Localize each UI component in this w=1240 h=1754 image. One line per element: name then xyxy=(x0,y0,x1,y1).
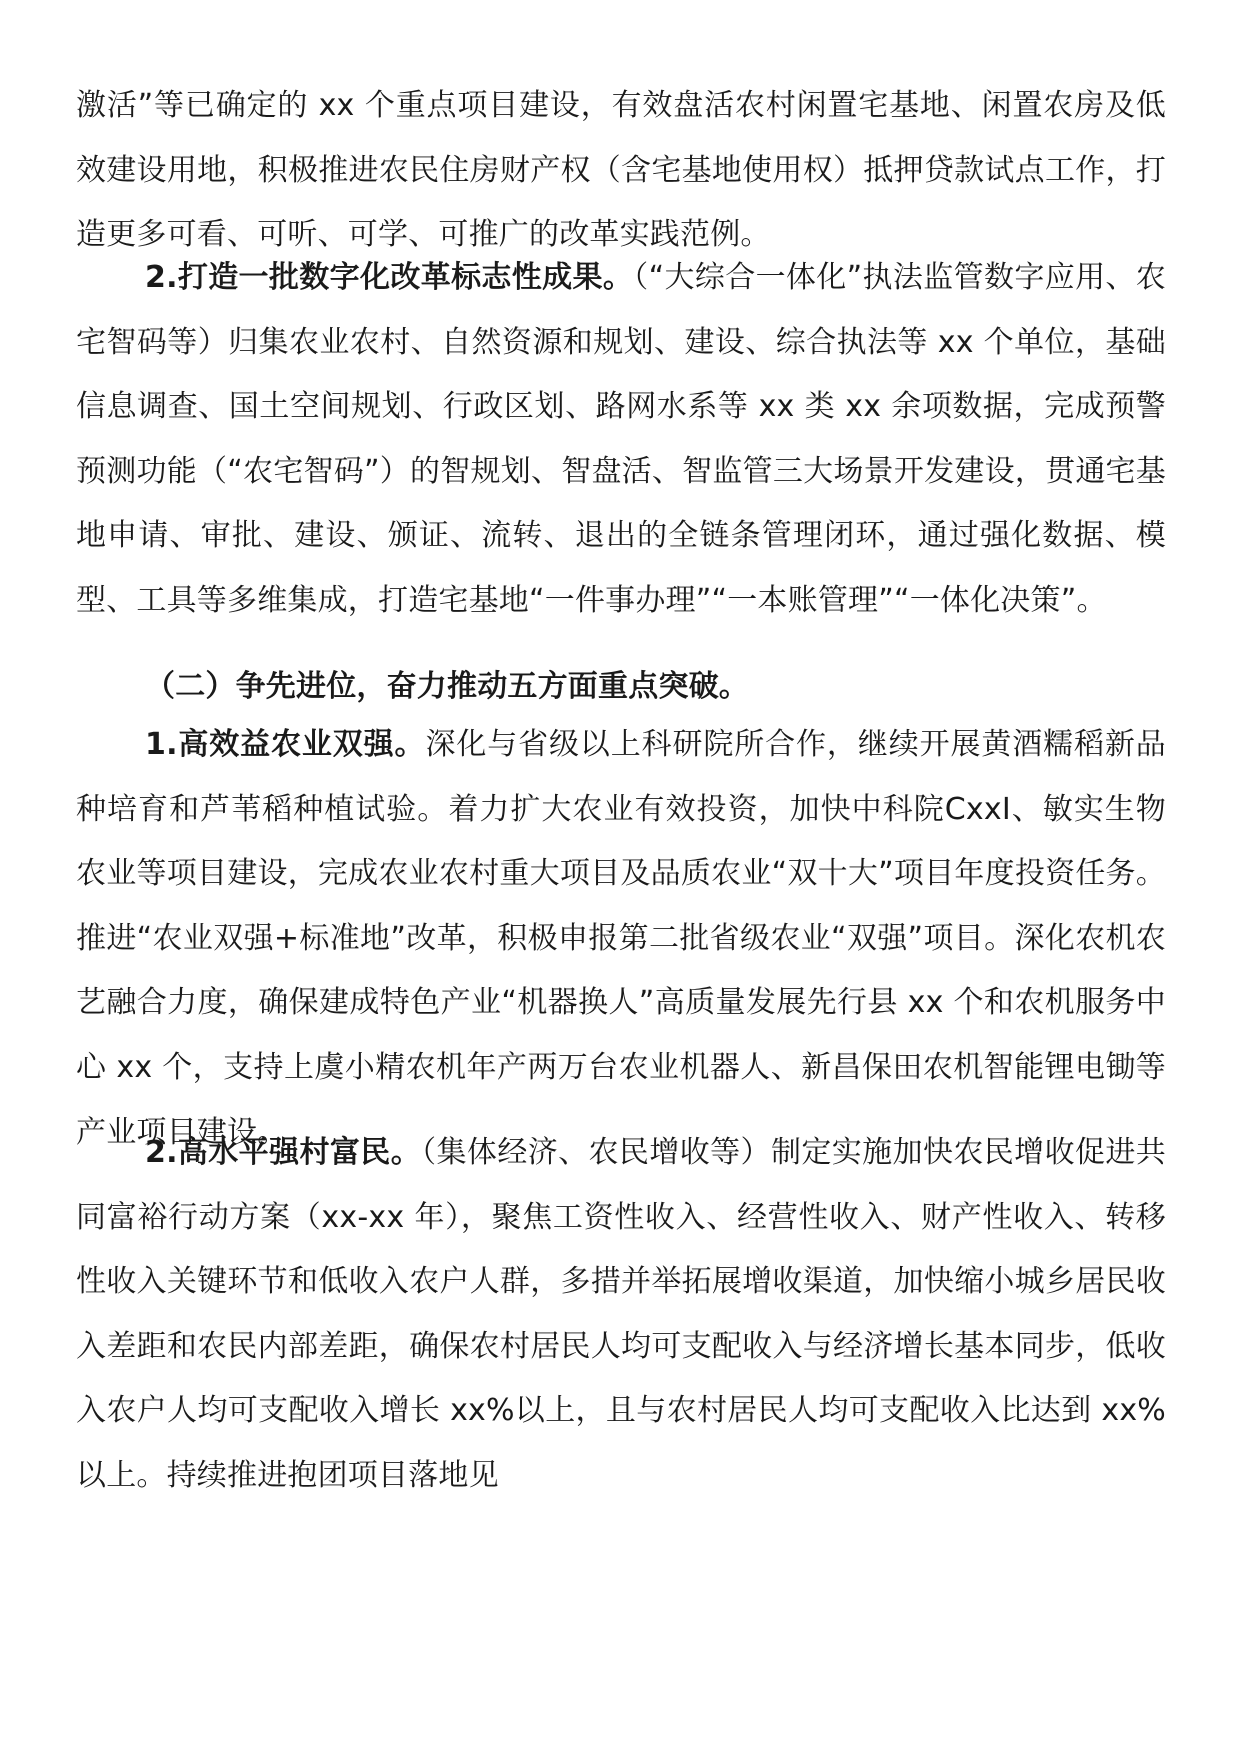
section-heading-text: （二）争先进位，奋力推动五方面重点突破。 xyxy=(145,669,749,704)
paragraph-village-income xyxy=(76,1121,1166,1509)
paragraph-agriculture xyxy=(76,713,1166,1165)
paragraph-continuation xyxy=(76,74,1166,268)
section-heading xyxy=(76,655,1166,720)
paragraph-text: 深化与省级以上科研院所合作，继续开展黄酒糯稻新品种培育和芦苇稻种植试验。着力扩大农业有效投资，加快中科院CxxI、敏实生物农业等项目建设，完成农业农村重大项目及品质农业“双十大”项目年度投资任务。推进“农业双强+标准地”改革，积极申报第二批省级农业“双强”项目。深化农机农艺融合力度，确保建成特色产业“机器换人”高质量发展先行县 xx 个和农机服务中心 xx 个，支持上虞小精农机年产两万台农业机器人、新昌保田农机智能锂电锄等产业项目建设。 xyxy=(76,727,1166,1150)
paragraph-digital-reform xyxy=(76,246,1166,634)
paragraph-lead: 2.高水平强村富民。 xyxy=(145,1135,422,1170)
paragraph-text: 激活”等已确定的 xx 个重点项目建设，有效盘活农村闲置宅基地、闲置农房及低效建设用地，积极推进农民住房财产权（含宅基地使用权）抵押贷款试点工作，打造更多可看、可听、可学、可推广的改革实践范例。 xyxy=(76,88,1166,253)
paragraph-text: （“大综合一体化”执法监管数字应用、农宅智码等）归集农业农村、自然资源和规划、建设、综合执法等 xx 个单位，基础信息调查、国土空间规划、行政区划、路网水系等 xx 类 xx 余项数据，完成预警预测功能（“农宅智码”）的智规划、智盘活、智监管三大场景开发建设，贯通宅基地申请、审批、建设、颁证、流转、退出的全链条管理闭环，通过强化数据、模型、工具等多维集成，打造宅基地“一件事办理”“一本账管理”“一体化决策”。 xyxy=(76,260,1166,618)
paragraph-lead: 1.高效益农业双强。 xyxy=(145,727,426,762)
paragraph-text: （集体经济、农民增收等）制定实施加快农民增收促进共同富裕行动方案（xx-xx 年），聚焦工资性收入、经营性收入、财产性收入、转移性收入关键环节和低收入农户人群，多措并举拓展增收渠道，加快缩小城乡居民收入差距和农民内部差距，确保农村居民人均可支配收入与经济增长基本同步，低收入农户人均可支配收入增长 xx%以上，且与农村居民人均可支配收入比达到 xx%以上。持续推进抱团项目落地见 xyxy=(76,1135,1166,1493)
paragraph-lead: 2.打造一批数字化改革标志性成果。 xyxy=(145,260,634,295)
